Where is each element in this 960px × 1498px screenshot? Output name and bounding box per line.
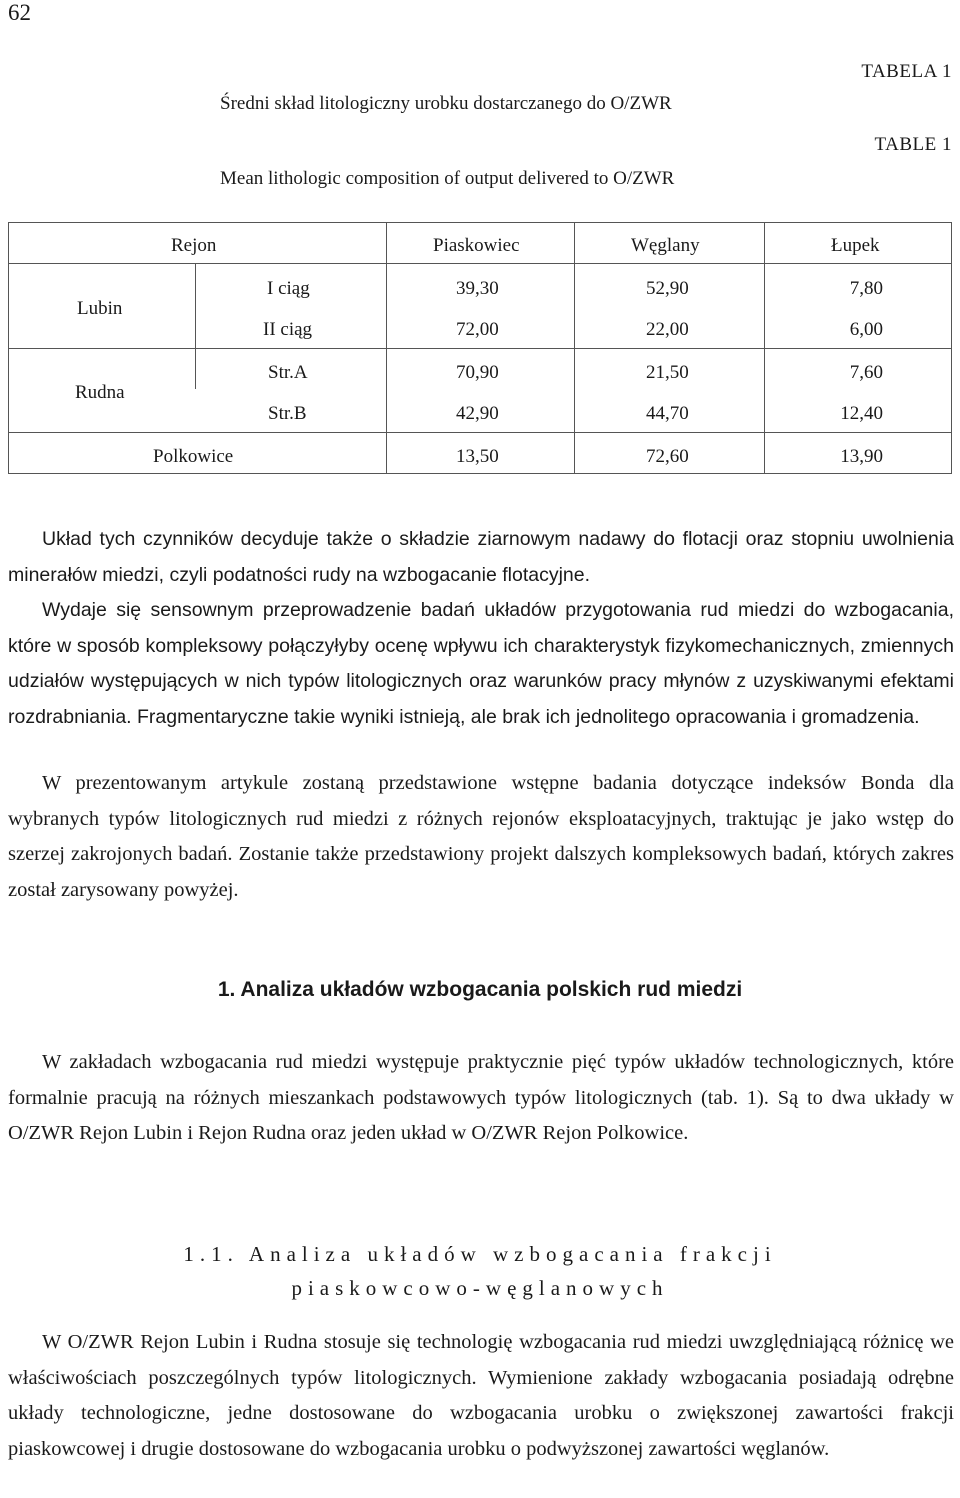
table-label-en: TABLE 1 — [874, 134, 952, 155]
table-title-pl: Średni skład litologiczny urobku dostarczanego do O/ZWR — [220, 93, 672, 114]
header-rejon: Rejon — [171, 235, 217, 256]
table-divider — [9, 348, 951, 349]
subsection-heading — [0, 1237, 960, 1305]
table-label-pl: TABELA 1 — [861, 61, 952, 82]
table-divider — [195, 263, 196, 389]
section-heading: 1. Analiza układów wzbogacania polskich rud miedzi — [217, 978, 743, 1001]
body-paragraph: Układ tych czynników decyduje także o składzie ziarnowym nadawy do flotacji oraz stopniu uwolnienia minerałów miedzi, czyli podatności rudy na wzbogacanie flotacyjne. — [8, 528, 954, 586]
row-label: II ciąg — [263, 319, 313, 340]
subsection-heading-line: 1.1. Analiza układów wzbogacania frakcji — [183, 1242, 777, 1266]
row-label: Str.A — [268, 362, 308, 383]
cell-weglany: 22,00 — [646, 319, 689, 340]
body-paragraph: Wydaje się sensownym przeprowadzenie badań układów przygotowania rud miedzi do wzbogacania, które w sposób kompleksowy połączyłyby ocenę wpływu ich charakterystyk fizykomechanicznych, zmiennych udziałów występujących w nich typów litologicznych oraz warunków pracy młynów z uzyskiwanymi efektami rozdrabniania. Fragmentaryczne takie wyniki istnieją, ale brak ich jednolitego opracowania i gromadzenia. — [8, 599, 954, 728]
cell-lupek: 6,00 — [849, 319, 883, 340]
group-label-rudna: Rudna — [75, 382, 125, 403]
cell-piaskowiec: 39,30 — [456, 278, 499, 299]
body-paragraph: W O/ZWR Rejon Lubin i Rudna stosuje się technologię wzbogacania rud miedzi uwzględniającą różnicę we właściwościach poszczególnych typów litologicznych. Wymienione zakłady wzbogacania posiadają odrębne układy technologiczne, jedne dostosowane do wzbogacania urobku o zwiększonej zawartości frakcji piaskowcowej i drugie dostosowane do wzbogacania urobku o podwyższonej zawartości węglanów. — [8, 1331, 954, 1460]
cell-piaskowiec: 70,90 — [456, 362, 499, 383]
page-number: 62 — [8, 0, 31, 25]
body-paragraph: W zakładach wzbogacania rud miedzi występuje praktycznie pięć typów układów technologicznych, które formalnie pracują na różnych mieszankach podstawowych typów litologicznych (tab. 1). Są to dwa układy w O/ZWR Rejon Lubin i Rejon Rudna oraz jeden układ w O/ZWR Rejon Polkowice. — [8, 1051, 954, 1144]
table-divider — [9, 263, 951, 264]
cell-piaskowiec: 42,90 — [456, 403, 499, 424]
cell-weglany: 21,50 — [646, 362, 689, 383]
cell-weglany: 44,70 — [646, 403, 689, 424]
row-label: Str.B — [268, 403, 307, 424]
group-label-polkowice: Polkowice — [153, 446, 234, 467]
header-weglany: Węglany — [631, 235, 700, 256]
cell-lupek: 7,80 — [849, 278, 883, 299]
cell-lupek: 7,60 — [849, 362, 883, 383]
table-divider — [9, 432, 951, 433]
body-paragraph: W prezentowanym artykule zostaną przedstawione wstępne badania dotyczące indeksów Bonda dla wybranych typów litologicznych rud miedzi z różnych rejonów eksploatacyjnych, traktując je jako wstęp do szerzej zakrojonych badań. Zostanie także przedstawiony projekt dalszych kompleksowych badań, których zakres został zarysowany powyżej. — [8, 772, 954, 901]
header-lupek: Łupek — [831, 235, 880, 256]
subsection-heading-line: piaskowcowo-węglanowych — [291, 1276, 669, 1300]
cell-piaskowiec: 13,50 — [456, 446, 499, 467]
cell-piaskowiec: 72,00 — [456, 319, 499, 340]
header-piaskowiec: Piaskowiec — [433, 235, 520, 256]
cell-lupek: 12,40 — [840, 403, 883, 424]
cell-lupek: 13,90 — [840, 446, 883, 467]
row-label: I ciąg — [267, 278, 310, 299]
group-label-lubin: Lubin — [77, 298, 123, 319]
table-title-en: Mean lithologic composition of output delivered to O/ZWR — [220, 168, 675, 189]
cell-weglany: 72,60 — [646, 446, 689, 467]
lithology-table — [8, 222, 952, 474]
cell-weglany: 52,90 — [646, 278, 689, 299]
